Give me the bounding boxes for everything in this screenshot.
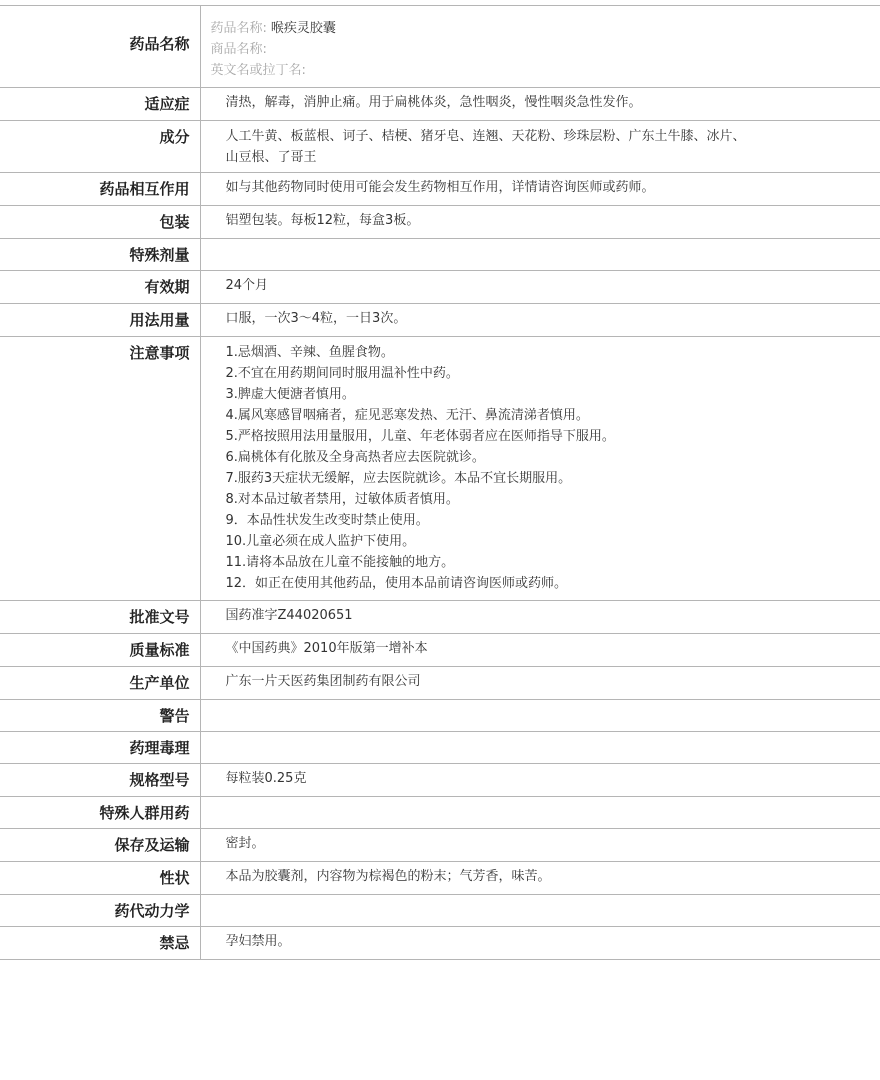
row-specification bbox=[0, 764, 880, 797]
ingredients-line: 山豆根、了哥王 bbox=[225, 150, 317, 165]
row-special-dosage bbox=[0, 239, 880, 271]
row-validity bbox=[0, 271, 880, 304]
row-pharmacology-toxicology bbox=[0, 732, 880, 764]
row-contraindications bbox=[0, 927, 880, 960]
row-label: 特殊剂量 bbox=[0, 239, 200, 271]
row-label: 特殊人群用药 bbox=[0, 797, 200, 829]
row-value: 如与其他药物同时使用可能会发生药物相互作用，详情请咨询医师或药师。 bbox=[200, 173, 880, 206]
row-label: 用法用量 bbox=[0, 304, 200, 337]
row-pharmacokinetics bbox=[0, 895, 880, 927]
row-label: 包装 bbox=[0, 206, 200, 239]
row-label: 批准文号 bbox=[0, 601, 200, 634]
precaution-item: 9．本品性状发生改变时禁止使用。 bbox=[225, 513, 429, 528]
row-value: 铝塑包装。每板12粒，每盒3板。 bbox=[200, 206, 880, 239]
row-warning bbox=[0, 700, 880, 732]
row-value: 每粒装0.25克 bbox=[200, 764, 880, 797]
field-value: 喉疾灵胶囊 bbox=[270, 21, 336, 36]
row-value bbox=[200, 700, 880, 732]
row-label: 性状 bbox=[0, 862, 200, 895]
row-value bbox=[200, 732, 880, 764]
row-storage-transport bbox=[0, 829, 880, 862]
row-value: 口服，一次3～4粒，一日3次。 bbox=[200, 304, 880, 337]
latin-name-line bbox=[211, 60, 871, 81]
row-value: 《中国药典》2010年版第一增补本 bbox=[200, 634, 880, 667]
row-ingredients bbox=[0, 121, 880, 173]
row-value bbox=[200, 797, 880, 829]
field-key: 药品名称: bbox=[210, 21, 267, 36]
trade-name-line bbox=[211, 39, 871, 60]
row-label: 规格型号 bbox=[0, 764, 200, 797]
field-key: 商品名称: bbox=[210, 42, 267, 57]
precaution-item: 7.服药3天症状无缓解，应去医院就诊。本品不宜长期服用。 bbox=[225, 471, 572, 486]
precaution-item: 2.不宜在用药期间同时服用温补性中药。 bbox=[225, 366, 459, 381]
row-value: 广东一片天医药集团制药有限公司 bbox=[200, 667, 880, 700]
row-label: 注意事项 bbox=[0, 337, 200, 601]
precaution-item: 12．如正在使用其他药品，使用本品前请咨询医师或药师。 bbox=[225, 576, 568, 591]
precautions-list bbox=[200, 337, 880, 601]
row-quality-standard bbox=[0, 634, 880, 667]
precaution-item: 11.请将本品放在儿童不能接触的地方。 bbox=[225, 555, 455, 570]
row-label: 生产单位 bbox=[0, 667, 200, 700]
row-special-population bbox=[0, 797, 880, 829]
row-approval-number bbox=[0, 601, 880, 634]
row-description bbox=[0, 862, 880, 895]
row-value: 密封。 bbox=[200, 829, 880, 862]
row-manufacturer bbox=[0, 667, 880, 700]
field-key: 英文名或拉丁名: bbox=[210, 63, 306, 78]
row-packaging bbox=[0, 206, 880, 239]
row-label: 警告 bbox=[0, 700, 200, 732]
drug-name-line bbox=[211, 18, 871, 39]
row-precautions bbox=[0, 337, 880, 601]
drug-name-block bbox=[200, 6, 880, 88]
ingredients-value bbox=[200, 121, 880, 173]
row-value: 孕妇禁用。 bbox=[200, 927, 880, 960]
row-value: 24个月 bbox=[200, 271, 880, 304]
row-label: 保存及运输 bbox=[0, 829, 200, 862]
precaution-item: 6.扁桃体有化脓及全身高热者应去医院就诊。 bbox=[225, 450, 485, 465]
row-label: 有效期 bbox=[0, 271, 200, 304]
row-label: 药品相互作用 bbox=[0, 173, 200, 206]
ingredients-line: 人工牛黄、板蓝根、诃子、桔梗、猪牙皂、连翘、天花粉、珍珠层粉、广东土牛膝、冰片、 bbox=[225, 129, 746, 144]
row-indications bbox=[0, 88, 880, 121]
row-label: 药理毒理 bbox=[0, 732, 200, 764]
row-usage bbox=[0, 304, 880, 337]
row-label: 成分 bbox=[0, 121, 200, 173]
row-value bbox=[200, 895, 880, 927]
row-value: 国药准字Z44020651 bbox=[200, 601, 880, 634]
precaution-item: 3.脾虚大便溏者慎用。 bbox=[225, 387, 355, 402]
row-value: 清热，解毒，消肿止痛。用于扁桃体炎，急性咽炎，慢性咽炎急性发作。 bbox=[200, 88, 880, 121]
drug-info-table bbox=[0, 5, 880, 960]
precaution-item: 5.严格按照用法用量服用，儿童、年老体弱者应在医师指导下服用。 bbox=[225, 429, 615, 444]
row-label: 药代动力学 bbox=[0, 895, 200, 927]
row-label: 质量标准 bbox=[0, 634, 200, 667]
row-label: 药品名称 bbox=[0, 6, 200, 88]
precaution-item: 4.属风寒感冒咽痛者，症见恶寒发热、无汗、鼻流清涕者慎用。 bbox=[225, 408, 589, 423]
row-label: 禁忌 bbox=[0, 927, 200, 960]
row-value bbox=[200, 239, 880, 271]
row-drug-name bbox=[0, 6, 880, 88]
row-value: 本品为胶囊剂，内容物为棕褐色的粉末；气芳香，味苦。 bbox=[200, 862, 880, 895]
row-interactions bbox=[0, 173, 880, 206]
precaution-item: 8.对本品过敏者禁用，过敏体质者慎用。 bbox=[225, 492, 459, 507]
row-label: 适应症 bbox=[0, 88, 200, 121]
precaution-item: 1.忌烟酒、辛辣、鱼腥食物。 bbox=[225, 345, 394, 360]
precaution-item: 10.儿童必须在成人监护下使用。 bbox=[225, 534, 416, 549]
